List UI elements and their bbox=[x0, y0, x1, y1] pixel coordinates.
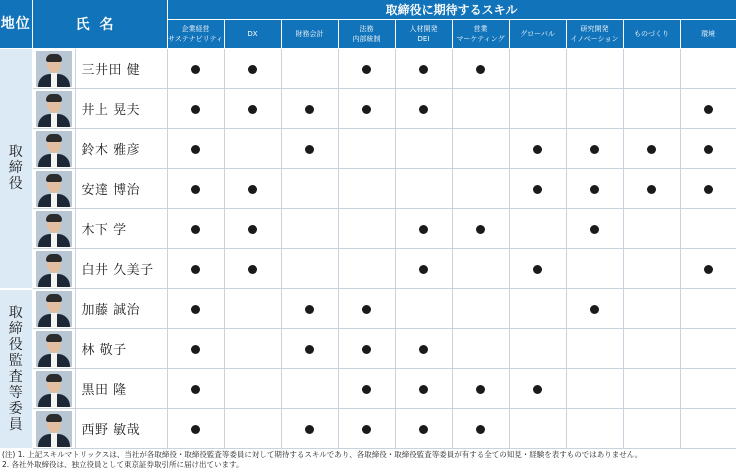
skill-column-label: マーケティング bbox=[456, 35, 505, 43]
skill-dot bbox=[191, 225, 200, 234]
skill-cell bbox=[509, 169, 566, 209]
skill-dot bbox=[248, 185, 257, 194]
skill-cell bbox=[623, 329, 680, 369]
member-name: 西野 敏哉 bbox=[75, 409, 167, 449]
skill-dot bbox=[590, 185, 599, 194]
skill-cell bbox=[338, 209, 395, 249]
skill-cell bbox=[281, 329, 338, 369]
member-photo-cell bbox=[32, 169, 75, 209]
skill-cell bbox=[680, 329, 736, 369]
skill-dot bbox=[533, 385, 542, 394]
skill-cell bbox=[224, 89, 281, 129]
skill-dot bbox=[476, 225, 485, 234]
skill-cell bbox=[224, 289, 281, 329]
skill-dot bbox=[362, 305, 371, 314]
member-photo-cell bbox=[32, 129, 75, 169]
skill-cell bbox=[224, 329, 281, 369]
skill-column-header bbox=[338, 20, 395, 49]
skill-cell bbox=[395, 409, 452, 449]
skill-column-header bbox=[566, 20, 623, 49]
skill-cell bbox=[509, 289, 566, 329]
position-label-char: 締 bbox=[8, 160, 23, 177]
skill-cell bbox=[452, 89, 509, 129]
skill-dot bbox=[590, 145, 599, 154]
skill-dot bbox=[362, 385, 371, 394]
skill-cell bbox=[509, 409, 566, 449]
skill-cell bbox=[509, 369, 566, 409]
skill-cell bbox=[224, 209, 281, 249]
skill-dot bbox=[590, 305, 599, 314]
skill-cell bbox=[224, 129, 281, 169]
skill-dot bbox=[476, 425, 485, 434]
skill-cell bbox=[338, 89, 395, 129]
skill-dot bbox=[305, 105, 314, 114]
skill-column-label: グローバル bbox=[520, 30, 555, 38]
member-photo-cell bbox=[32, 289, 75, 329]
member-row bbox=[0, 89, 736, 129]
skill-cell bbox=[167, 129, 224, 169]
skill-cell bbox=[281, 129, 338, 169]
skill-cell bbox=[566, 209, 623, 249]
skill-column-header bbox=[224, 20, 281, 49]
skill-cell bbox=[623, 169, 680, 209]
skill-column-header bbox=[395, 20, 452, 49]
skill-dot bbox=[647, 185, 656, 194]
skill-dot bbox=[419, 65, 428, 74]
skill-dot bbox=[419, 385, 428, 394]
skill-cell bbox=[395, 369, 452, 409]
skill-cell bbox=[395, 289, 452, 329]
skill-cell bbox=[281, 369, 338, 409]
skill-dot bbox=[191, 185, 200, 194]
member-row bbox=[0, 49, 736, 89]
member-name: 白井 久美子 bbox=[75, 249, 167, 289]
skill-cell bbox=[224, 249, 281, 289]
skill-dot bbox=[419, 425, 428, 434]
position-label-char: 委 bbox=[8, 400, 23, 417]
skill-cell bbox=[224, 49, 281, 89]
skill-dot bbox=[533, 145, 542, 154]
skill-cell bbox=[452, 369, 509, 409]
member-name: 鈴木 雅彦 bbox=[75, 129, 167, 169]
position-label-char: 取 bbox=[8, 304, 23, 321]
skill-cell bbox=[680, 289, 736, 329]
skill-cell bbox=[680, 49, 736, 89]
member-photo-cell bbox=[32, 209, 75, 249]
member-row bbox=[0, 409, 736, 449]
skill-dot bbox=[191, 385, 200, 394]
portrait-photo bbox=[36, 371, 72, 407]
skill-cell bbox=[566, 329, 623, 369]
member-name: 黒田 隆 bbox=[75, 369, 167, 409]
skill-dot bbox=[419, 225, 428, 234]
skill-cell bbox=[167, 249, 224, 289]
skill-dot bbox=[590, 225, 599, 234]
skill-cell bbox=[452, 209, 509, 249]
skill-cell bbox=[167, 169, 224, 209]
skill-cell bbox=[623, 369, 680, 409]
member-row bbox=[0, 169, 736, 209]
skill-cell bbox=[281, 89, 338, 129]
skill-column-header bbox=[509, 20, 566, 49]
skill-cell bbox=[281, 49, 338, 89]
skill-cell bbox=[224, 369, 281, 409]
skill-cell bbox=[566, 89, 623, 129]
member-name: 木下 学 bbox=[75, 209, 167, 249]
skill-column-label: 企業経営 bbox=[181, 25, 210, 33]
skill-cell bbox=[167, 209, 224, 249]
skill-cell bbox=[623, 129, 680, 169]
skill-dot bbox=[704, 105, 713, 114]
skill-cell bbox=[167, 369, 224, 409]
skill-cell bbox=[167, 289, 224, 329]
skill-cell bbox=[281, 289, 338, 329]
member-row bbox=[0, 329, 736, 369]
skill-cell bbox=[566, 129, 623, 169]
skill-column-label: 人材開発 bbox=[409, 25, 438, 33]
skill-cell bbox=[167, 49, 224, 89]
skill-cell bbox=[566, 249, 623, 289]
skill-cell bbox=[395, 329, 452, 369]
member-row bbox=[0, 289, 736, 329]
skill-cell bbox=[566, 49, 623, 89]
portrait-photo bbox=[36, 171, 72, 207]
skill-cell bbox=[623, 49, 680, 89]
skill-dot bbox=[362, 65, 371, 74]
skill-cell bbox=[680, 409, 736, 449]
position-label-char: 査 bbox=[8, 368, 23, 385]
skill-dot bbox=[191, 345, 200, 354]
skill-dot bbox=[419, 345, 428, 354]
skill-cell bbox=[680, 89, 736, 129]
skill-cell bbox=[395, 129, 452, 169]
skill-dot bbox=[248, 65, 257, 74]
name-header: 氏名 bbox=[32, 0, 167, 49]
skill-cell bbox=[680, 129, 736, 169]
skill-column-header bbox=[167, 20, 224, 49]
skill-cell bbox=[338, 169, 395, 209]
skill-dot bbox=[305, 305, 314, 314]
skill-column-label: 環境 bbox=[701, 30, 716, 38]
skill-dot bbox=[704, 265, 713, 274]
skill-cell bbox=[623, 409, 680, 449]
portrait-photo bbox=[36, 411, 72, 447]
skill-dot bbox=[419, 265, 428, 274]
skill-cell bbox=[338, 49, 395, 89]
skill-cell bbox=[623, 209, 680, 249]
skill-cell bbox=[509, 49, 566, 89]
position-label-char: 員 bbox=[8, 416, 23, 433]
skill-column-label: サステナビリティ bbox=[168, 35, 223, 43]
skill-dot bbox=[362, 105, 371, 114]
portrait-photo bbox=[36, 131, 72, 167]
skill-cell bbox=[167, 409, 224, 449]
skill-dot bbox=[476, 65, 485, 74]
skill-cell bbox=[167, 89, 224, 129]
position-label-char: 役 bbox=[8, 176, 23, 193]
skill-column-label: DEI bbox=[417, 35, 430, 43]
skill-cell bbox=[566, 369, 623, 409]
skill-cell bbox=[395, 89, 452, 129]
skill-cell bbox=[452, 49, 509, 89]
skill-dot bbox=[191, 425, 200, 434]
skill-cell bbox=[509, 329, 566, 369]
member-row bbox=[0, 369, 736, 409]
skill-dot bbox=[362, 345, 371, 354]
skill-dot bbox=[248, 265, 257, 274]
skill-column-label: 研究開発 bbox=[580, 25, 609, 33]
position-label-char: 締 bbox=[8, 320, 23, 337]
skill-cell bbox=[338, 409, 395, 449]
skill-cell bbox=[452, 289, 509, 329]
skill-cell bbox=[395, 209, 452, 249]
skill-cell bbox=[623, 289, 680, 329]
skill-cell bbox=[680, 369, 736, 409]
position-label-char: 監 bbox=[8, 352, 23, 369]
skill-dot bbox=[191, 265, 200, 274]
skill-cell bbox=[338, 129, 395, 169]
skill-column-label: DX bbox=[247, 30, 258, 38]
skill-cell bbox=[452, 409, 509, 449]
skill-column-label: 財務会計 bbox=[295, 30, 324, 38]
skills-header: 取締役に期待するスキル bbox=[167, 0, 736, 20]
skill-cell bbox=[167, 329, 224, 369]
member-row bbox=[0, 249, 736, 289]
skill-cell bbox=[338, 369, 395, 409]
skill-dot bbox=[191, 145, 200, 154]
skill-cell bbox=[509, 129, 566, 169]
skill-cell bbox=[509, 249, 566, 289]
portrait-photo bbox=[36, 91, 72, 127]
skill-dot bbox=[305, 145, 314, 154]
skill-cell bbox=[224, 169, 281, 209]
member-name: 井上 晃夫 bbox=[75, 89, 167, 129]
skill-dot bbox=[362, 425, 371, 434]
matrix-body bbox=[0, 49, 736, 449]
portrait-photo bbox=[36, 331, 72, 367]
skill-dot bbox=[476, 385, 485, 394]
skill-cell bbox=[338, 289, 395, 329]
skill-dot bbox=[305, 345, 314, 354]
skill-dot bbox=[191, 105, 200, 114]
member-row bbox=[0, 129, 736, 169]
skill-cell bbox=[680, 209, 736, 249]
position-label-char: 役 bbox=[8, 336, 23, 353]
skill-cell bbox=[338, 249, 395, 289]
footnote-2: 2. 各社外取締役は、独立役員として東京証券取引所に届け出ています。 bbox=[2, 460, 244, 469]
member-photo-cell bbox=[32, 249, 75, 289]
footnote-1: (注) 1. 上記スキルマトリックスは、当社が各取締役・取締役監査等委員に対して期待するスキルであり、各取締役・取締役監査等委員が有する全ての知見・経験を表すものではありません。 bbox=[2, 450, 643, 459]
skill-cell bbox=[395, 49, 452, 89]
skill-cell bbox=[281, 169, 338, 209]
skill-cell bbox=[566, 289, 623, 329]
skill-column-label: ものづくり bbox=[634, 30, 669, 38]
skill-cell bbox=[452, 329, 509, 369]
skill-dot bbox=[533, 265, 542, 274]
member-name: 三井田 健 bbox=[75, 49, 167, 89]
skill-column-label: 営業 bbox=[473, 25, 488, 33]
skill-cell bbox=[338, 329, 395, 369]
skill-dot bbox=[191, 305, 200, 314]
skill-cell bbox=[566, 169, 623, 209]
position-label-char: 等 bbox=[8, 384, 23, 401]
skill-column-header bbox=[680, 20, 736, 49]
member-photo-cell bbox=[32, 369, 75, 409]
skill-dot bbox=[305, 425, 314, 434]
skill-cell bbox=[680, 169, 736, 209]
member-photo-cell bbox=[32, 89, 75, 129]
skill-column-label: イノベーション bbox=[570, 35, 619, 43]
member-name: 加藤 誠治 bbox=[75, 289, 167, 329]
skill-cell bbox=[623, 249, 680, 289]
skill-dot bbox=[419, 105, 428, 114]
member-photo-cell bbox=[32, 49, 75, 89]
skill-cell bbox=[566, 409, 623, 449]
skill-cell bbox=[509, 89, 566, 129]
skill-dot bbox=[248, 105, 257, 114]
portrait-photo bbox=[36, 51, 72, 87]
skill-dot bbox=[704, 145, 713, 154]
skill-cell bbox=[623, 89, 680, 129]
skill-dot bbox=[533, 185, 542, 194]
skill-cell bbox=[452, 129, 509, 169]
member-photo-cell bbox=[32, 329, 75, 369]
member-name: 林 敬子 bbox=[75, 329, 167, 369]
position-label-char: 取 bbox=[8, 144, 23, 161]
skill-cell bbox=[680, 249, 736, 289]
footnotes bbox=[0, 450, 736, 470]
skill-cell bbox=[509, 209, 566, 249]
skill-cell bbox=[395, 169, 452, 209]
skill-column-label: 内部統制 bbox=[352, 35, 381, 43]
skill-column-label: 法務 bbox=[359, 25, 374, 33]
skill-cell bbox=[281, 249, 338, 289]
skill-cell bbox=[452, 169, 509, 209]
skill-dot bbox=[647, 145, 656, 154]
skill-cell bbox=[281, 209, 338, 249]
member-name: 安達 博治 bbox=[75, 169, 167, 209]
position-header: 地位 bbox=[0, 0, 32, 49]
skill-column-header bbox=[623, 20, 680, 49]
skill-cell bbox=[281, 409, 338, 449]
skill-column-header bbox=[281, 20, 338, 49]
skill-cell bbox=[452, 249, 509, 289]
portrait-photo bbox=[36, 211, 72, 247]
skill-cell bbox=[395, 249, 452, 289]
skill-dot bbox=[704, 185, 713, 194]
position-label bbox=[0, 289, 32, 449]
skill-cell bbox=[224, 409, 281, 449]
skill-dot bbox=[191, 65, 200, 74]
skill-dot bbox=[248, 225, 257, 234]
position-label bbox=[0, 49, 32, 289]
portrait-photo bbox=[36, 291, 72, 327]
skill-column-header bbox=[452, 20, 509, 49]
member-photo-cell bbox=[32, 409, 75, 449]
member-row bbox=[0, 209, 736, 249]
portrait-photo bbox=[36, 251, 72, 287]
